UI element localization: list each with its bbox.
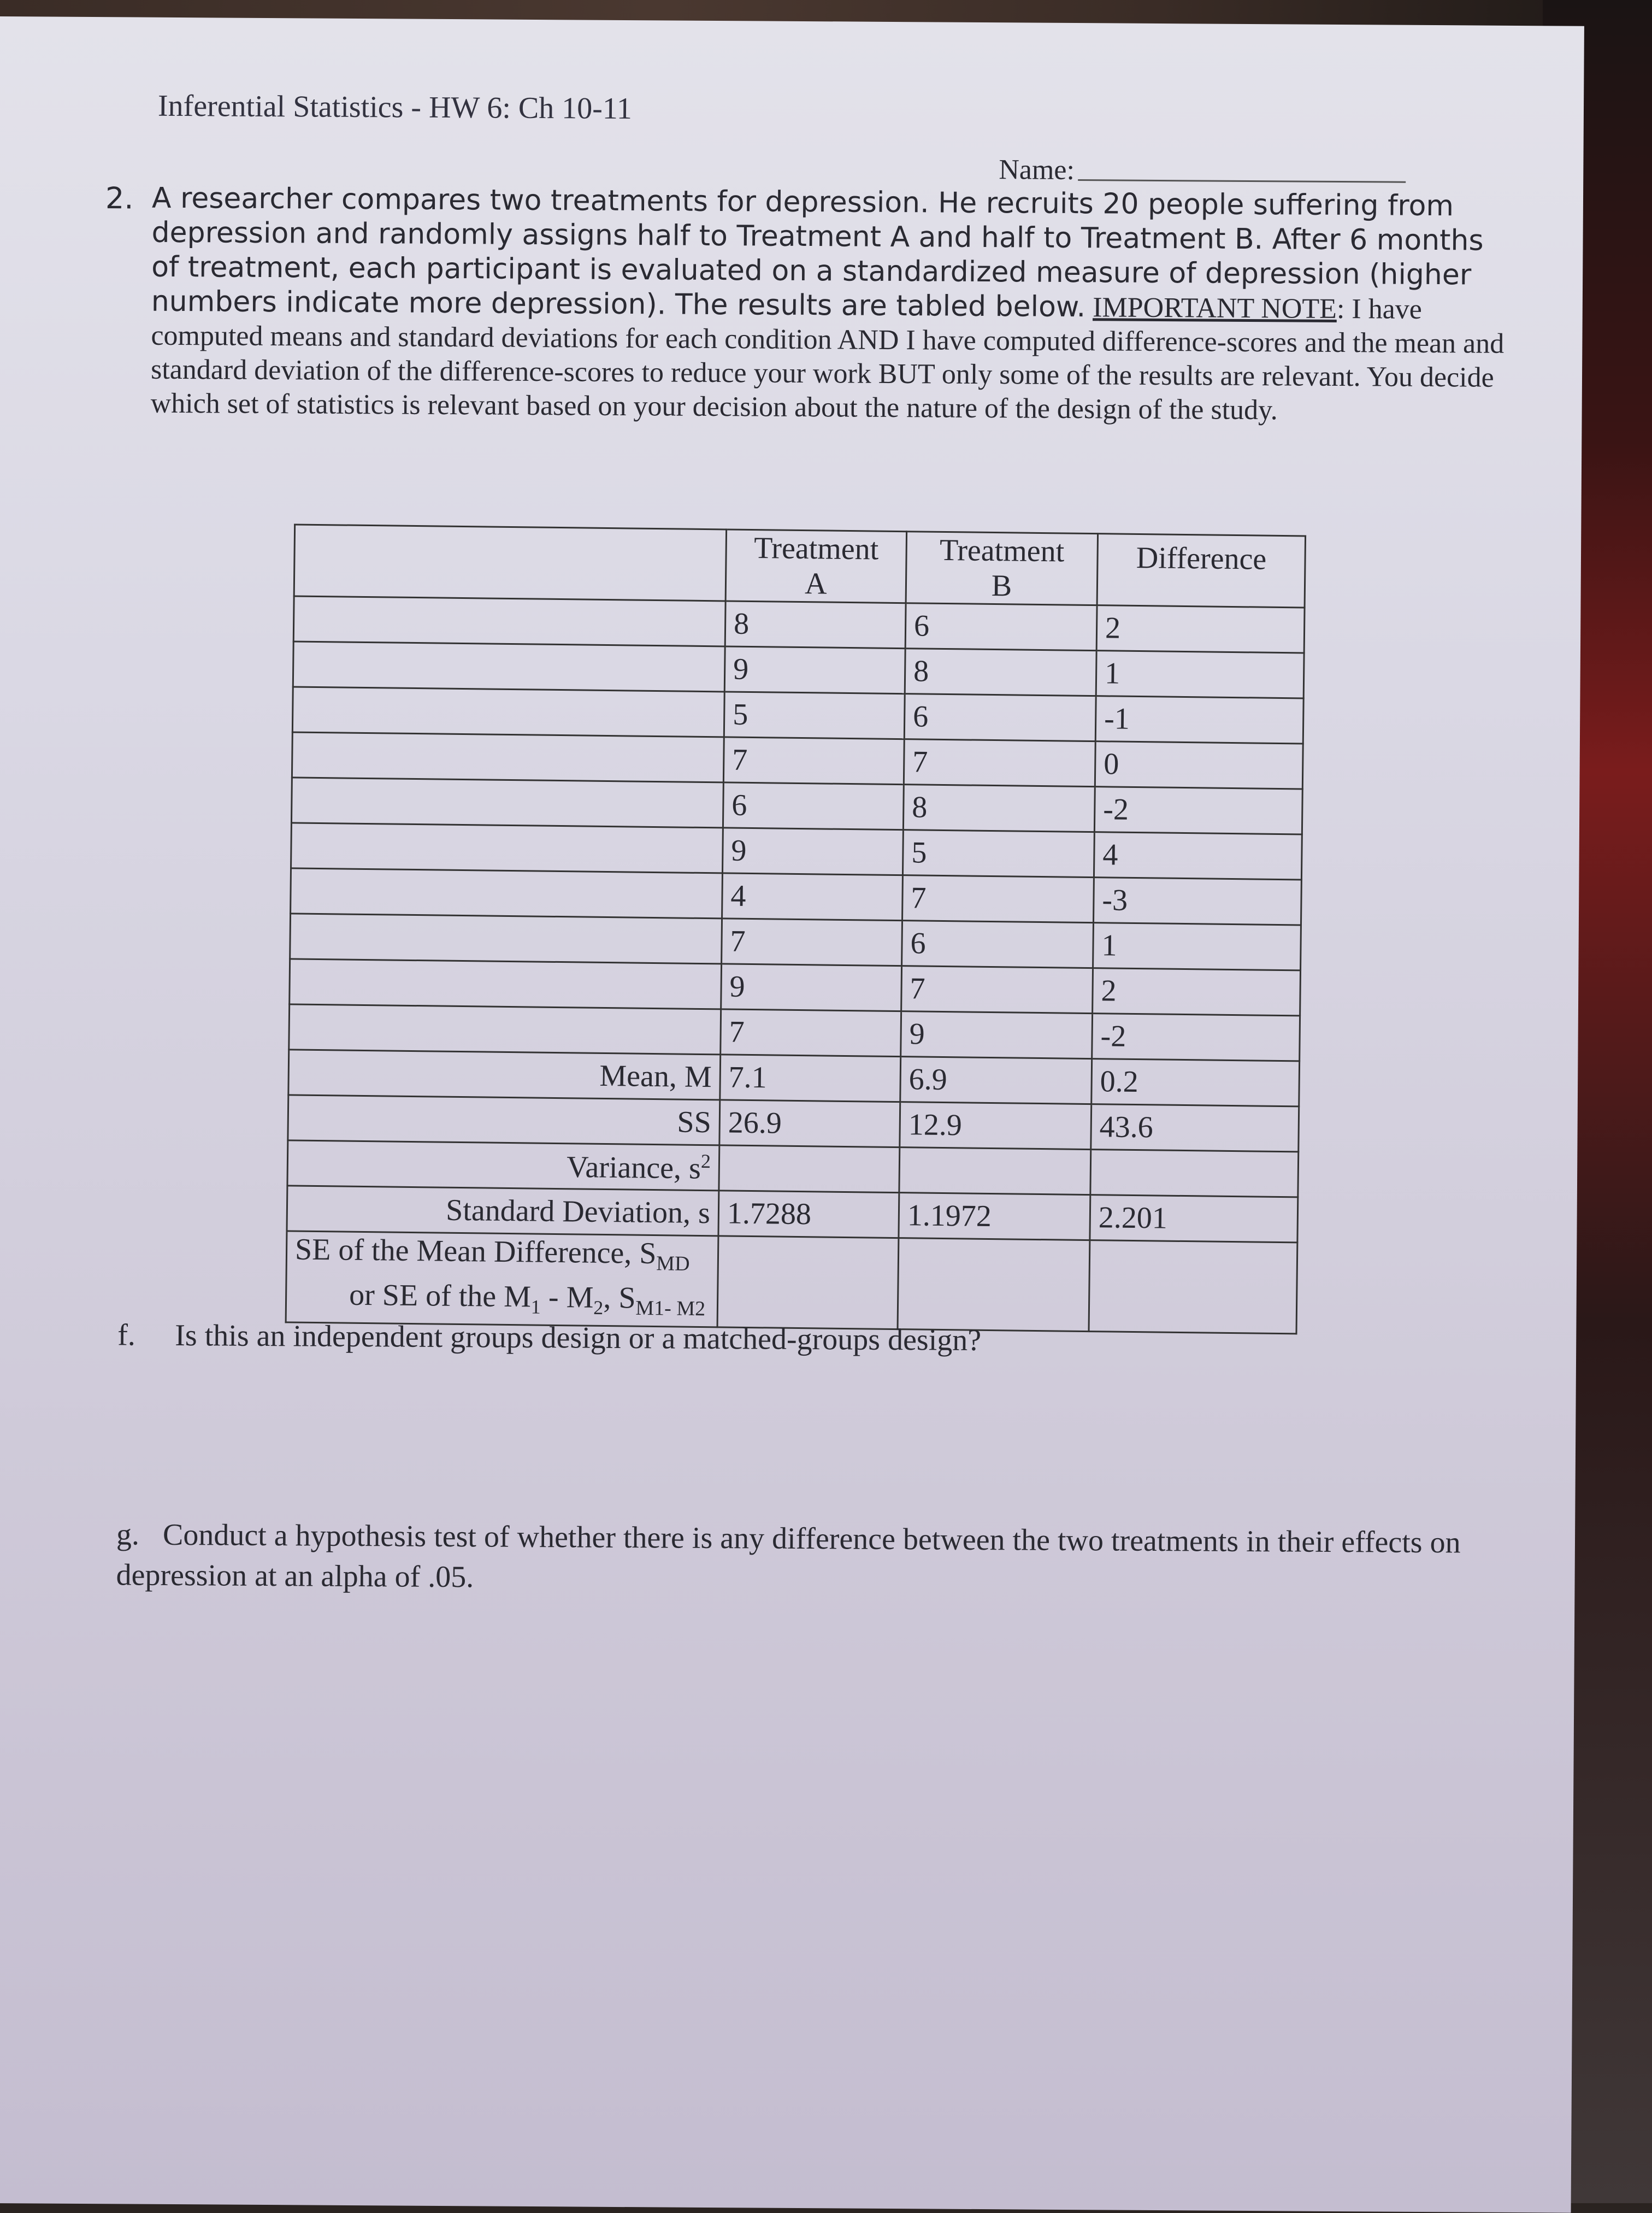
part-f bbox=[117, 1317, 981, 1358]
cell-a: 9 bbox=[724, 646, 905, 694]
cell-diff: -3 bbox=[1093, 878, 1301, 925]
mean-diff: 0.2 bbox=[1092, 1059, 1300, 1106]
header-b-line2: B bbox=[991, 568, 1012, 603]
cell-a: 7 bbox=[723, 737, 904, 785]
cell-a: 9 bbox=[722, 828, 903, 875]
cell-b: 8 bbox=[905, 649, 1096, 696]
cell-b: 5 bbox=[902, 830, 1094, 878]
variance-diff[interactable] bbox=[1090, 1150, 1299, 1197]
row-label-cell bbox=[291, 823, 723, 873]
cell-diff: -2 bbox=[1094, 787, 1302, 834]
row-label-cell bbox=[290, 959, 722, 1009]
part-g bbox=[116, 1514, 1537, 1604]
cell-diff: 2 bbox=[1096, 605, 1305, 653]
part-f-letter: f. bbox=[117, 1318, 136, 1352]
cell-a: 5 bbox=[724, 692, 905, 739]
important-note-label: IMPORTANT NOTE bbox=[1092, 292, 1337, 325]
sd-label: Standard Deviation, s bbox=[287, 1186, 719, 1236]
cell-b: 8 bbox=[903, 785, 1095, 832]
cell-diff: 0 bbox=[1095, 741, 1303, 789]
cell-a: 9 bbox=[721, 964, 902, 1011]
row-label-cell bbox=[290, 914, 722, 964]
cell-a: 8 bbox=[725, 601, 906, 649]
sd-a: 1.7288 bbox=[718, 1191, 899, 1238]
cell-a: 4 bbox=[722, 873, 903, 921]
data-table bbox=[285, 523, 1306, 1334]
mean-b: 6.9 bbox=[900, 1057, 1092, 1104]
variance-a[interactable] bbox=[719, 1145, 900, 1193]
cell-a: 7 bbox=[722, 919, 902, 966]
cell-b: 9 bbox=[901, 1011, 1093, 1059]
question-text-note: : I have computed means and standard deviations for each condition AND I have computed difference-scores and the mean and standard deviation of the difference-scores to reduce your work BUT only some of the results are relevant. You decide which set of statistics is relevant based on your decision about the nature of the design of the study. bbox=[150, 293, 1504, 426]
row-label-cell bbox=[293, 596, 725, 646]
cell-a: 6 bbox=[723, 782, 904, 830]
worksheet-page bbox=[0, 16, 1584, 2213]
sd-b: 1.1972 bbox=[899, 1193, 1090, 1240]
part-g-text: Conduct a hypothesis test of whether there is any difference between the two treatments in their effects on depression at an alpha of .05. bbox=[116, 1517, 1461, 1594]
se-line2-post: , S bbox=[603, 1281, 636, 1315]
header-treatment-b bbox=[906, 532, 1098, 605]
header-empty-cell bbox=[294, 525, 726, 601]
variance-label bbox=[287, 1140, 719, 1191]
cell-b: 6 bbox=[902, 921, 1094, 968]
part-g-letter: g. bbox=[116, 1517, 140, 1552]
question-text-intro: A researcher compares two treatments for depression. He recruits 20 people suffering from depression and randomly assigns half to Treatment A and half to Treatment B. After 6 months of treatment, each participant is evaluated on a standardized measure of depression (higher numbers indicate more depression). The results are tabled below. bbox=[151, 181, 1484, 324]
cell-b: 7 bbox=[904, 739, 1095, 787]
se-row bbox=[286, 1231, 1297, 1334]
ss-a: 26.9 bbox=[719, 1100, 900, 1147]
question-text bbox=[150, 181, 1518, 429]
header-a-line2: A bbox=[804, 567, 828, 601]
row-label-cell bbox=[289, 1004, 721, 1055]
worksheet-title: Inferential Statistics - HW 6: Ch 10-11 bbox=[157, 89, 633, 126]
cell-diff: 4 bbox=[1094, 832, 1302, 880]
mean-label: Mean, M bbox=[288, 1050, 721, 1100]
cell-diff: 1 bbox=[1093, 923, 1301, 970]
se-line2 bbox=[294, 1278, 706, 1321]
cell-diff: 2 bbox=[1093, 968, 1301, 1016]
row-label-cell bbox=[292, 687, 724, 737]
cell-diff: 1 bbox=[1096, 651, 1304, 698]
row-label-cell bbox=[293, 641, 725, 692]
cell-a: 7 bbox=[721, 1009, 901, 1057]
row-label-cell bbox=[291, 778, 723, 828]
se-line2-sub3: M1- M2 bbox=[635, 1297, 706, 1321]
se-line1-subscript: MD bbox=[656, 1252, 690, 1275]
question-number: 2. bbox=[105, 181, 134, 216]
se-b[interactable] bbox=[898, 1238, 1090, 1332]
se-line2-mid: - M bbox=[540, 1280, 594, 1315]
se-a[interactable] bbox=[717, 1236, 899, 1329]
cell-b: 7 bbox=[901, 966, 1093, 1014]
header-difference: Difference bbox=[1097, 534, 1305, 608]
se-line2-pre: or SE of the M bbox=[349, 1278, 532, 1314]
se-label bbox=[286, 1231, 718, 1327]
header-b-line1: Treatment bbox=[939, 533, 1065, 569]
ss-label: SS bbox=[288, 1095, 720, 1145]
header-a-line1: Treatment bbox=[753, 531, 879, 567]
se-line2-sub1: 1 bbox=[530, 1296, 541, 1319]
name-field bbox=[999, 154, 1406, 189]
name-label: Name: bbox=[999, 154, 1075, 186]
se-line1: SE of the Mean Difference, S bbox=[294, 1232, 657, 1271]
cell-b: 7 bbox=[902, 875, 1094, 923]
ss-diff: 43.6 bbox=[1091, 1104, 1299, 1152]
se-line2-sub2: 2 bbox=[593, 1297, 604, 1319]
mean-a: 7.1 bbox=[720, 1055, 901, 1102]
row-label-cell bbox=[291, 868, 723, 919]
sd-diff: 2.201 bbox=[1090, 1195, 1298, 1243]
se-diff[interactable] bbox=[1089, 1240, 1297, 1334]
cell-b: 6 bbox=[904, 694, 1096, 741]
variance-b[interactable] bbox=[899, 1147, 1091, 1195]
variance-label-text: Variance, s bbox=[566, 1150, 701, 1186]
cell-b: 6 bbox=[905, 603, 1097, 651]
cell-diff: -2 bbox=[1092, 1014, 1300, 1061]
variance-superscript: 2 bbox=[700, 1150, 711, 1172]
row-label-cell bbox=[292, 732, 724, 782]
ss-b: 12.9 bbox=[900, 1102, 1092, 1150]
header-treatment-a bbox=[725, 529, 906, 603]
table-header-row bbox=[294, 525, 1305, 608]
cell-diff: -1 bbox=[1095, 696, 1303, 744]
name-blank-line bbox=[1078, 179, 1406, 183]
part-f-text: Is this an independent groups design or a matched-groups design? bbox=[175, 1319, 982, 1358]
